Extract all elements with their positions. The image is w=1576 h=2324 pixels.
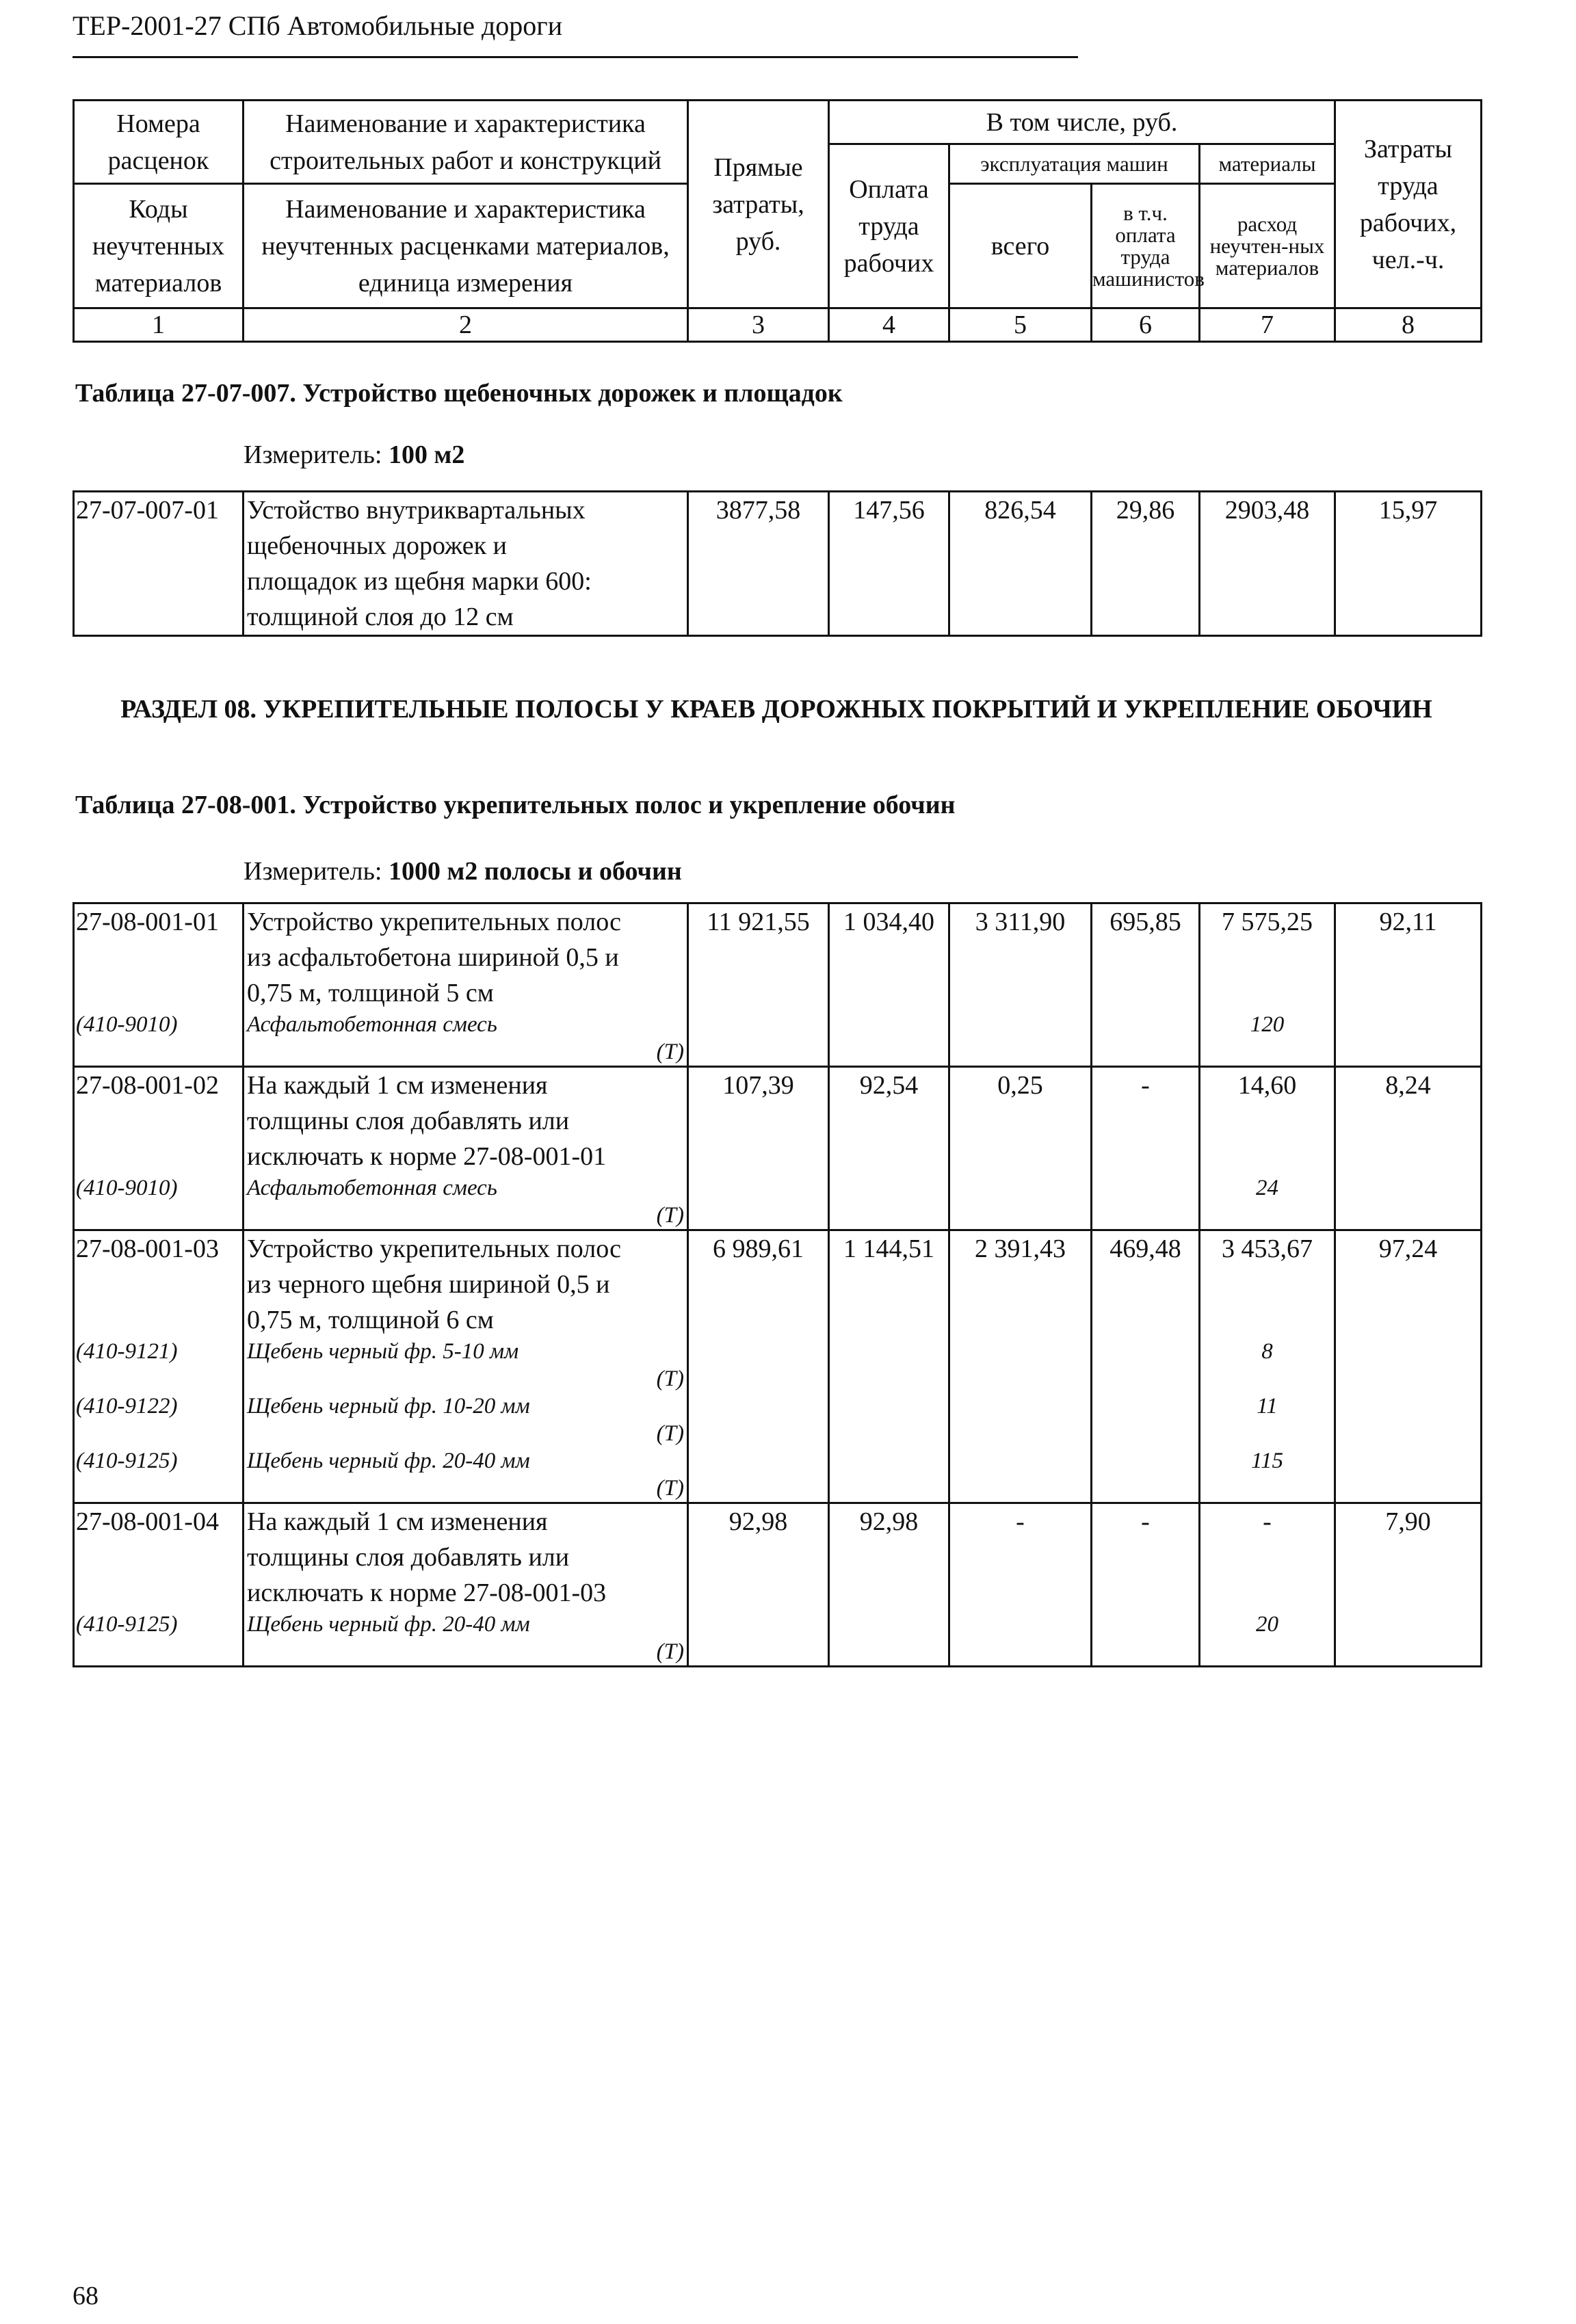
table-row xyxy=(74,1230,1482,1338)
table-row xyxy=(74,1067,1482,1175)
value-c4: 92,54 xyxy=(829,1067,949,1230)
work-description: На каждый 1 см изменения толщины слоя добавлять или исключать к норме 27-08-001-01 xyxy=(244,1067,688,1175)
table-row xyxy=(74,1503,1482,1611)
col-header-machines-total: всего xyxy=(949,184,1092,308)
value-c8: 92,11 xyxy=(1335,903,1482,1067)
rate-code: 27-08-001-04 xyxy=(74,1503,244,1611)
material-qty: 115 xyxy=(1200,1447,1335,1503)
value-c7: 14,60 xyxy=(1200,1067,1335,1175)
value-c3: 107,39 xyxy=(688,1067,829,1230)
col-header-work-name: Наименование и характеристика строительных работ и конструкций xyxy=(244,101,688,184)
column-header-table xyxy=(73,99,1482,343)
value-c8: 97,24 xyxy=(1335,1230,1482,1503)
page-header: ТЕР-2001-27 СПб Автомобильные дороги xyxy=(73,10,563,41)
col-header-material-usage: расход неучтен-ных материалов xyxy=(1200,184,1335,308)
material-qty: 8 xyxy=(1200,1338,1335,1392)
value-c3: 11 921,55 xyxy=(688,903,829,1067)
table2 xyxy=(73,902,1482,1667)
table-row xyxy=(74,903,1482,1012)
material-code: (410-9125) xyxy=(74,1447,244,1503)
unit-mark: (Т) xyxy=(656,1203,684,1228)
rate-code: 27-08-001-01 xyxy=(74,903,244,1012)
material-name xyxy=(244,1174,688,1230)
value-c8: 15,97 xyxy=(1335,492,1482,636)
material-qty: 20 xyxy=(1200,1611,1335,1667)
col-header-direct-costs: Прямые затраты, руб. xyxy=(688,101,829,308)
material-code: (410-9121) xyxy=(74,1338,244,1392)
rate-code: 27-07-007-01 xyxy=(74,492,244,636)
value-c8: 8,24 xyxy=(1335,1067,1482,1230)
col-header-labor-hours: Затраты труда рабочих, чел.-ч. xyxy=(1335,101,1482,308)
meter-value: 1000 м2 полосы и обочин xyxy=(389,857,682,886)
col-number: 6 xyxy=(1092,308,1200,342)
value-c5: 2 391,43 xyxy=(949,1230,1092,1503)
value-c6: - xyxy=(1092,1067,1200,1230)
material-name-text: Щебень черный фр. 5-10 мм xyxy=(247,1339,519,1364)
table2-meter xyxy=(244,856,682,886)
material-qty: 11 xyxy=(1200,1392,1335,1447)
meter-value: 100 м2 xyxy=(389,440,465,469)
meter-label: Измеритель: xyxy=(244,857,389,886)
value-c3: 92,98 xyxy=(688,1503,829,1667)
value-c5: 0,25 xyxy=(949,1067,1092,1230)
material-name-text: Щебень черный фр. 20-40 мм xyxy=(247,1612,530,1637)
col-header-rate-numbers: Номера расценок xyxy=(74,101,244,184)
material-name xyxy=(244,1011,688,1067)
col-number: 1 xyxy=(74,308,244,342)
material-code: (410-9125) xyxy=(74,1611,244,1667)
rate-code: 27-08-001-03 xyxy=(74,1230,244,1338)
meter-label: Измеритель: xyxy=(244,440,389,469)
material-name-text: Асфальтобетонная смесь xyxy=(247,1012,497,1037)
value-c6: 695,85 xyxy=(1092,903,1200,1067)
header-rule xyxy=(73,56,1078,58)
material-name xyxy=(244,1338,688,1392)
work-description: На каждый 1 см изменения толщины слоя добавлять или исключать к норме 27-08-001-03 xyxy=(244,1503,688,1611)
section-heading: РАЗДЕЛ 08. УКРЕПИТЕЛЬНЫЕ ПОЛОСЫ У КРАЕВ ДОРОЖНЫХ ПОКРЫТИЙ И УКРЕПЛЕНИЕ ОБОЧИН xyxy=(120,695,1432,724)
value-c4: 1 034,40 xyxy=(829,903,949,1067)
value-c8: 7,90 xyxy=(1335,1503,1482,1667)
unit-mark: (Т) xyxy=(656,1639,684,1664)
rate-code: 27-08-001-02 xyxy=(74,1067,244,1175)
value-c6: 469,48 xyxy=(1092,1230,1200,1503)
value-c4: 92,98 xyxy=(829,1503,949,1667)
unit-mark: (Т) xyxy=(656,1366,684,1391)
page-number: 68 xyxy=(73,2282,98,2310)
value-c3: 6 989,61 xyxy=(688,1230,829,1503)
col-number: 4 xyxy=(829,308,949,342)
value-c5: - xyxy=(949,1503,1092,1667)
work-description: Устройство укрепительных полос из асфальтобетона шириной 0,5 и 0,75 м, толщиной 5 см xyxy=(244,903,688,1012)
col-number: 8 xyxy=(1335,308,1482,342)
material-code: (410-9010) xyxy=(74,1011,244,1067)
unit-mark: (Т) xyxy=(656,1040,684,1064)
value-c6: 29,86 xyxy=(1092,492,1200,636)
col-header-materials: материалы xyxy=(1200,144,1335,184)
col-header-material-name: Наименование и характеристика неучтенных расценками материалов, единица измерения xyxy=(244,184,688,308)
col-number: 2 xyxy=(244,308,688,342)
work-description: Устройство укрепительных полос из черного щебня шириной 0,5 и 0,75 м, толщиной 6 см xyxy=(244,1230,688,1338)
col-number: 5 xyxy=(949,308,1092,342)
col-header-operator-pay: в т.ч. оплата труда машинистов xyxy=(1092,184,1200,308)
col-header-machine-operation: эксплуатация машин xyxy=(949,144,1200,184)
value-c7: 3 453,67 xyxy=(1200,1230,1335,1338)
value-c3: 3877,58 xyxy=(688,492,829,636)
value-c5: 826,54 xyxy=(949,492,1092,636)
col-number: 7 xyxy=(1200,308,1335,342)
value-c6: - xyxy=(1092,1503,1200,1667)
table1-title: Таблица 27-07-007. Устройство щебеночных дорожек и площадок xyxy=(75,379,843,408)
material-qty: 120 xyxy=(1200,1011,1335,1067)
table1-meter xyxy=(244,440,464,470)
table-row xyxy=(74,492,1482,636)
material-name-text: Щебень черный фр. 10-20 мм xyxy=(247,1394,530,1418)
value-c4: 147,56 xyxy=(829,492,949,636)
material-name-text: Асфальтобетонная смесь xyxy=(247,1176,497,1200)
material-name xyxy=(244,1447,688,1503)
unit-mark: (Т) xyxy=(656,1476,684,1501)
col-header-material-codes: Коды неучтенных материалов xyxy=(74,184,244,308)
table2-title: Таблица 27-08-001. Устройство укрепительных полос и укрепление обочин xyxy=(75,791,956,819)
material-code: (410-9010) xyxy=(74,1174,244,1230)
value-c7: - xyxy=(1200,1503,1335,1611)
col-number: 3 xyxy=(688,308,829,342)
material-code: (410-9122) xyxy=(74,1392,244,1447)
value-c7: 7 575,25 xyxy=(1200,903,1335,1012)
unit-mark: (Т) xyxy=(656,1421,684,1446)
material-name xyxy=(244,1611,688,1667)
table1 xyxy=(73,490,1482,637)
material-name-text: Щебень черный фр. 20-40 мм xyxy=(247,1449,530,1473)
col-header-worker-pay: Оплата труда рабочих xyxy=(829,144,949,308)
value-c4: 1 144,51 xyxy=(829,1230,949,1503)
material-qty: 24 xyxy=(1200,1174,1335,1230)
work-description: Устойство внутриквартальных щебеночных дорожек и площадок из щебня марки 600: толщиной слоя до 12 см xyxy=(244,492,688,636)
material-name xyxy=(244,1392,688,1447)
value-c7: 2903,48 xyxy=(1200,492,1335,636)
value-c5: 3 311,90 xyxy=(949,903,1092,1067)
col-header-including: В том числе, руб. xyxy=(829,101,1335,144)
